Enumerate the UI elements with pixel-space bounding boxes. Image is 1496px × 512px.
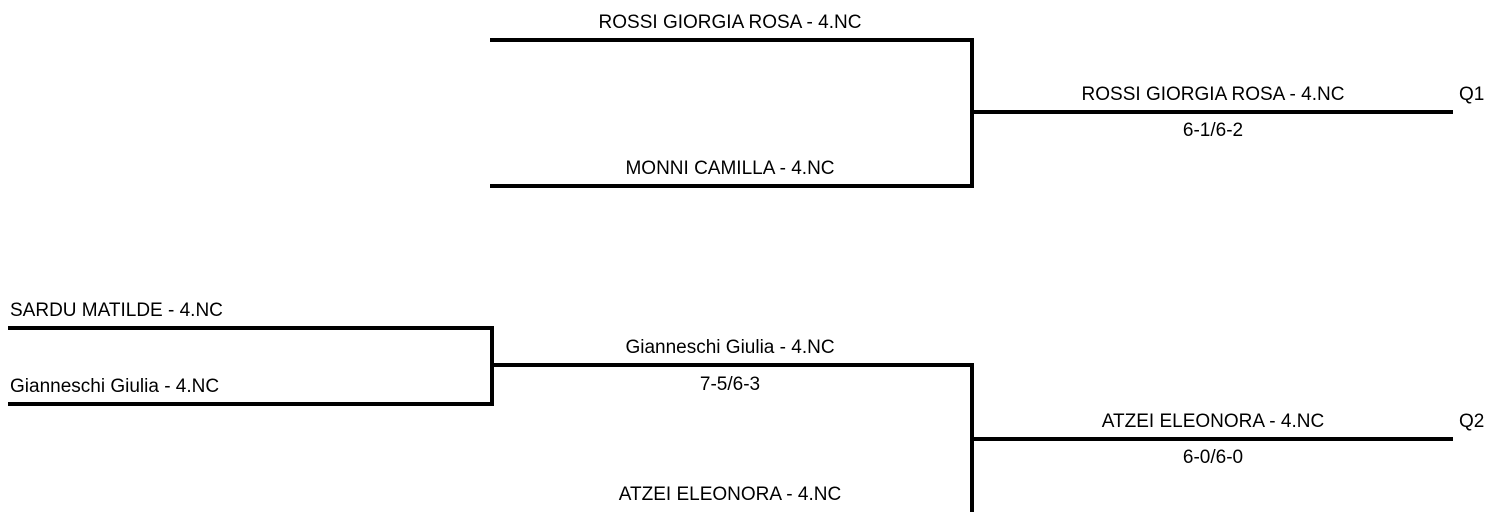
first-round-player-b: Gianneschi Giulia - 4.NC [10,376,220,397]
top-player-b: MONNI CAMILLA - 4.NC [625,158,835,179]
qualifier-q1: Q1 [1459,84,1485,105]
top-winner: ROSSI GIORGIA ROSA - 4.NC [1081,84,1345,105]
qualifier-q2: Q2 [1459,411,1485,432]
bottom-winner-line [970,437,1453,441]
first-round-player-a: SARDU MATILDE - 4.NC [10,300,223,321]
first-round-winner-line [490,363,974,367]
bottom-score: 6-0/6-0 [1182,447,1244,468]
first-round-winner: Gianneschi Giulia - 4.NC [625,337,835,358]
bottom-winner: ATZEI ELEONORA - 4.NC [1101,411,1325,432]
top-score: 6-1/6-2 [1182,120,1244,141]
first-round-player-a-line [8,326,494,330]
top-winner-line [970,110,1453,114]
top-player-a-line [490,38,974,42]
bottom-player-b: ATZEI ELEONORA - 4.NC [618,484,842,505]
first-round-player-b-line [8,402,494,406]
top-player-a: ROSSI GIORGIA ROSA - 4.NC [598,12,862,33]
first-round-score: 7-5/6-3 [699,374,761,395]
top-player-b-line [490,184,974,188]
